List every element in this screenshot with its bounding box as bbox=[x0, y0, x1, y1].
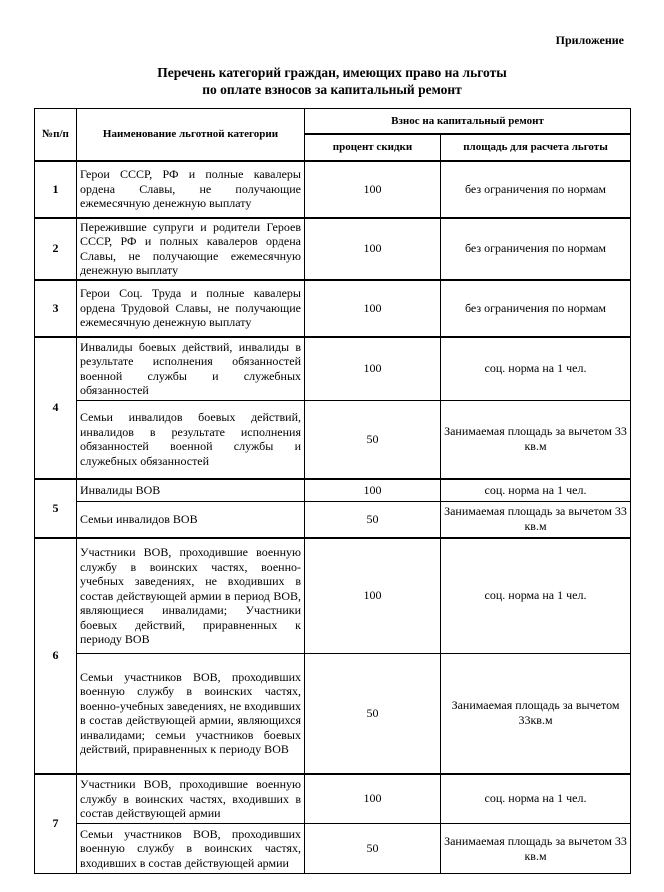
title-line-1: Перечень категорий граждан, имеющих право на льготы bbox=[157, 65, 507, 80]
header-category-name: Наименование льготной категории bbox=[77, 109, 305, 161]
row-number: 3 bbox=[35, 280, 77, 337]
category-name: Инвалиды ВОВ bbox=[77, 479, 305, 502]
table-body bbox=[35, 161, 631, 874]
discount-percent: 100 bbox=[305, 280, 441, 337]
category-name: Семьи инвалидов боевых действий, инвалидов в результате исполнения обязанностей военной службы и служебных обязанностей bbox=[77, 401, 305, 479]
discount-percent: 50 bbox=[305, 502, 441, 538]
header-percent: процент скидки bbox=[305, 134, 441, 161]
table-row bbox=[35, 538, 631, 654]
benefit-area: Занимаемая площадь за вычетом 33 кв.м bbox=[441, 401, 631, 479]
category-name: Семьи участников ВОВ, проходивших военную службу в воинских частях, военно-учебных заведениях, не входивших в состав действующей армии, являющихся инвалидами; семьи участников боевых действий, приравненных к периоду ВОВ bbox=[77, 654, 305, 774]
discount-percent: 100 bbox=[305, 218, 441, 280]
category-name: Инвалиды боевых действий, инвалиды в результате исполнения обязанностей военной службы и служебных обязанностей bbox=[77, 337, 305, 401]
header-contribution: Взнос на капитальный ремонт bbox=[305, 109, 631, 134]
category-name: Семьи инвалидов ВОВ bbox=[77, 502, 305, 538]
row-number: 5 bbox=[35, 479, 77, 538]
benefit-area: Занимаемая площадь за вычетом 33 кв.м bbox=[441, 824, 631, 874]
category-name: Участники ВОВ, проходившие военную службу в воинских частях, военно-учебных заведениях, не входивших в состав действующей армии в период ВОВ, являющиеся инвалидами; Участники боевых действий, приравненных к периоду ВОВ bbox=[77, 538, 305, 654]
table-row bbox=[35, 479, 631, 502]
table-row bbox=[35, 280, 631, 337]
table-row bbox=[35, 824, 631, 874]
title-line-2: по оплате взносов за капитальный ремонт bbox=[202, 82, 462, 97]
table-row bbox=[35, 502, 631, 538]
row-number: 1 bbox=[35, 161, 77, 218]
row-number: 6 bbox=[35, 538, 77, 774]
table-row bbox=[35, 161, 631, 218]
benefit-area: Занимаемая площадь за вычетом 33кв.м bbox=[441, 654, 631, 774]
benefit-area: Занимаемая площадь за вычетом 33 кв.м bbox=[441, 502, 631, 538]
benefit-area: без ограничения по нормам bbox=[441, 280, 631, 337]
discount-percent: 100 bbox=[305, 538, 441, 654]
benefit-area: соц. норма на 1 чел. bbox=[441, 538, 631, 654]
benefit-area: соц. норма на 1 чел. bbox=[441, 774, 631, 824]
discount-percent: 100 bbox=[305, 774, 441, 824]
benefit-area: соц. норма на 1 чел. bbox=[441, 479, 631, 502]
row-number: 2 bbox=[35, 218, 77, 280]
header-area: площадь для расчета льготы bbox=[441, 134, 631, 161]
table-row bbox=[35, 401, 631, 479]
header-num: №п/п bbox=[35, 109, 77, 161]
table-row bbox=[35, 218, 631, 280]
row-number: 4 bbox=[35, 337, 77, 479]
table-row bbox=[35, 654, 631, 774]
benefit-area: без ограничения по нормам bbox=[441, 161, 631, 218]
discount-percent: 100 bbox=[305, 479, 441, 502]
table-row bbox=[35, 337, 631, 401]
benefits-table bbox=[34, 108, 631, 874]
category-name: Герои СССР, РФ и полные кавалеры ордена Славы, не получающие ежемесячную денежную выплату bbox=[77, 161, 305, 218]
discount-percent: 50 bbox=[305, 824, 441, 874]
discount-percent: 50 bbox=[305, 654, 441, 774]
row-number: 7 bbox=[35, 774, 77, 874]
category-name: Пережившие супруги и родители Героев СССР, РФ и полных кавалеров ордена Славы, не получающие ежемесячную денежную выплату bbox=[77, 218, 305, 280]
discount-percent: 100 bbox=[305, 161, 441, 218]
table-row bbox=[35, 774, 631, 824]
category-name: Участники ВОВ, проходившие военную службу в воинских частях, входивших в состав действующей армии bbox=[77, 774, 305, 824]
benefit-area: соц. норма на 1 чел. bbox=[441, 337, 631, 401]
benefit-area: без ограничения по нормам bbox=[441, 218, 631, 280]
document-title bbox=[0, 64, 664, 98]
discount-percent: 100 bbox=[305, 337, 441, 401]
category-name: Семьи участников ВОВ, проходивших военную службу в воинских частях, входивших в состав действующей армии bbox=[77, 824, 305, 874]
category-name: Герои Соц. Труда и полные кавалеры ордена Трудовой Славы, не получающие ежемесячную денежную выплату bbox=[77, 280, 305, 337]
appendix-label: Приложение bbox=[555, 33, 624, 47]
discount-percent: 50 bbox=[305, 401, 441, 479]
